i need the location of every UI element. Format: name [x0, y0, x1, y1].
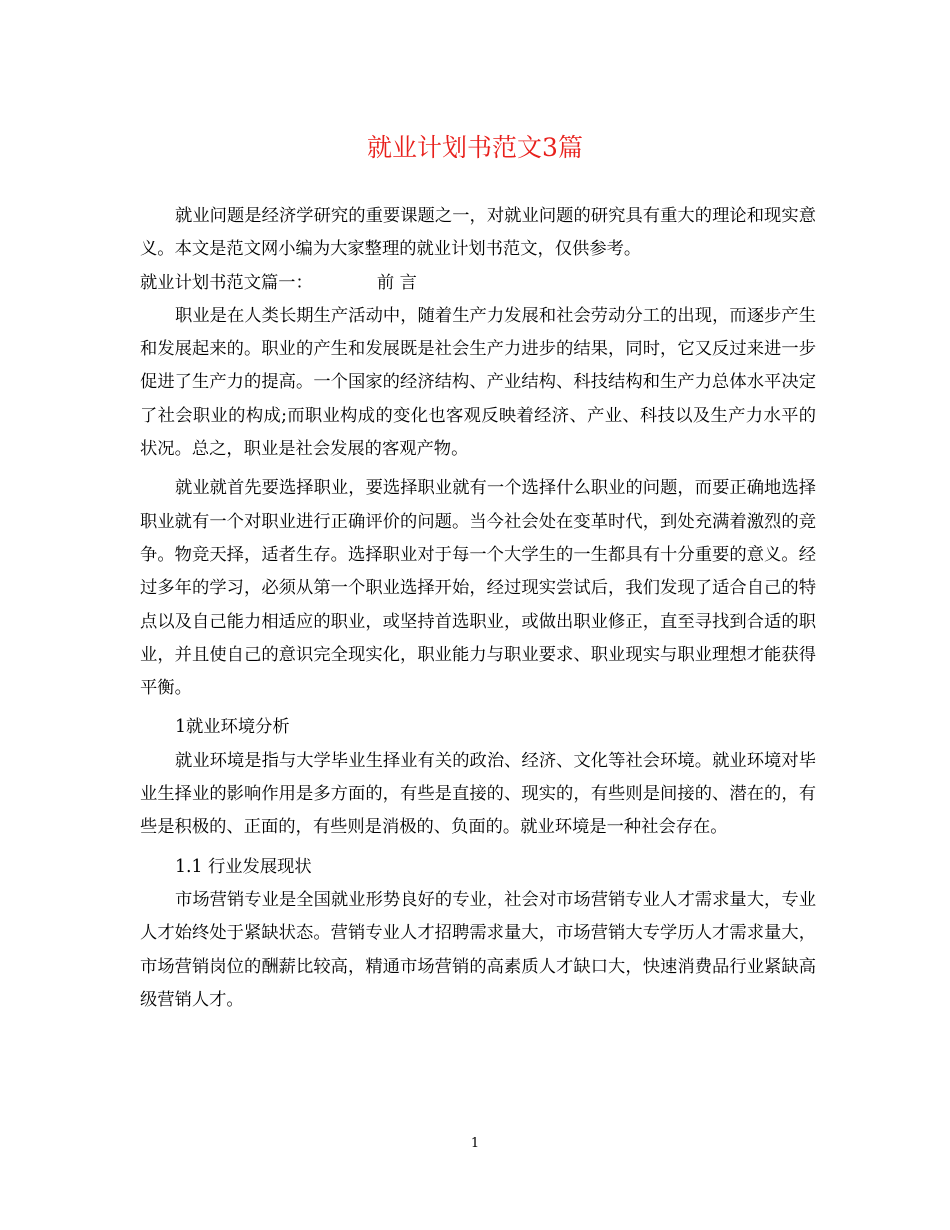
document-body	[140, 200, 816, 1017]
section-heading-line	[140, 267, 816, 300]
section-label: 就业计划书范文篇一：	[140, 272, 313, 293]
heading-employment-environment: 1就业环境分析	[175, 717, 290, 738]
paragraph-career-choice: 就业就首先要选择职业，要选择职业就有一个选择什么职业的问题，而要正确地选择职业就有一个对职业进行正确评价的问题。当今社会处在变革时代，到处充满着激烈的竞争。物竞天择，适者生存。选择职业对于每一个大学生的一生都具有十分重要的意义。经过多年的学习，必须从第一个职业选择开始，经过现实尝试后，我们发现了适合自己的特点以及自己能力相适应的职业，或坚持首选职业，或做出职业修正，直至寻找到合适的职业，并且使自己的意识完全现实化，职业能力与职业要求、职业现实与职业理想才能获得平衡。	[140, 478, 816, 699]
heading-industry-status: 1.1 行业发展现状	[175, 856, 312, 877]
section-heading: 前 言	[376, 272, 417, 293]
document-title: 就业计划书范文3篇	[367, 133, 583, 162]
paragraph-industry-status: 市场营销专业是全国就业形势良好的专业，社会对市场营销专业人才需求量大，专业人才始终处于紧缺状态。营销专业人才招聘需求量大，市场营销大专学历人才需求量大，市场营销岗位的酬薪比较高，精通市场营销的高素质人才缺口大，快速消费品行业紧缺高级营销人才。	[140, 889, 816, 1010]
paragraph-employment-environment: 就业环境是指与大学毕业生择业有关的政治、经济、文化等社会环境。就业环境对毕业生择业的影响作用是多方面的，有些是直接的、现实的，有些则是间接的、潜在的，有些是积极的、正面的，有些则是消极的、负面的。就业环境是一种社会存在。	[140, 750, 816, 838]
page-number: 1	[470, 1136, 480, 1151]
intro-paragraph: 就业问题是经济学研究的重要课题之一，对就业问题的研究具有重大的理论和现实意义。本文是范文网小编为大家整理的就业计划书范文，仅供参考。	[140, 206, 816, 260]
paragraph-career-origin: 职业是在人类长期生产活动中，随着生产力发展和社会劳动分工的出现，而逐步产生和发展起来的。职业的产生和发展既是社会生产力进步的结果，同时，它又反过来进一步促进了生产力的提高。一个国家的经济结构、产业结构、科技结构和生产力总体水平决定了社会职业的构成;而职业构成的变化也客观反映着经济、产业、科技以及生产力水平的状况。总之，职业是社会发展的客观产物。	[140, 305, 816, 460]
